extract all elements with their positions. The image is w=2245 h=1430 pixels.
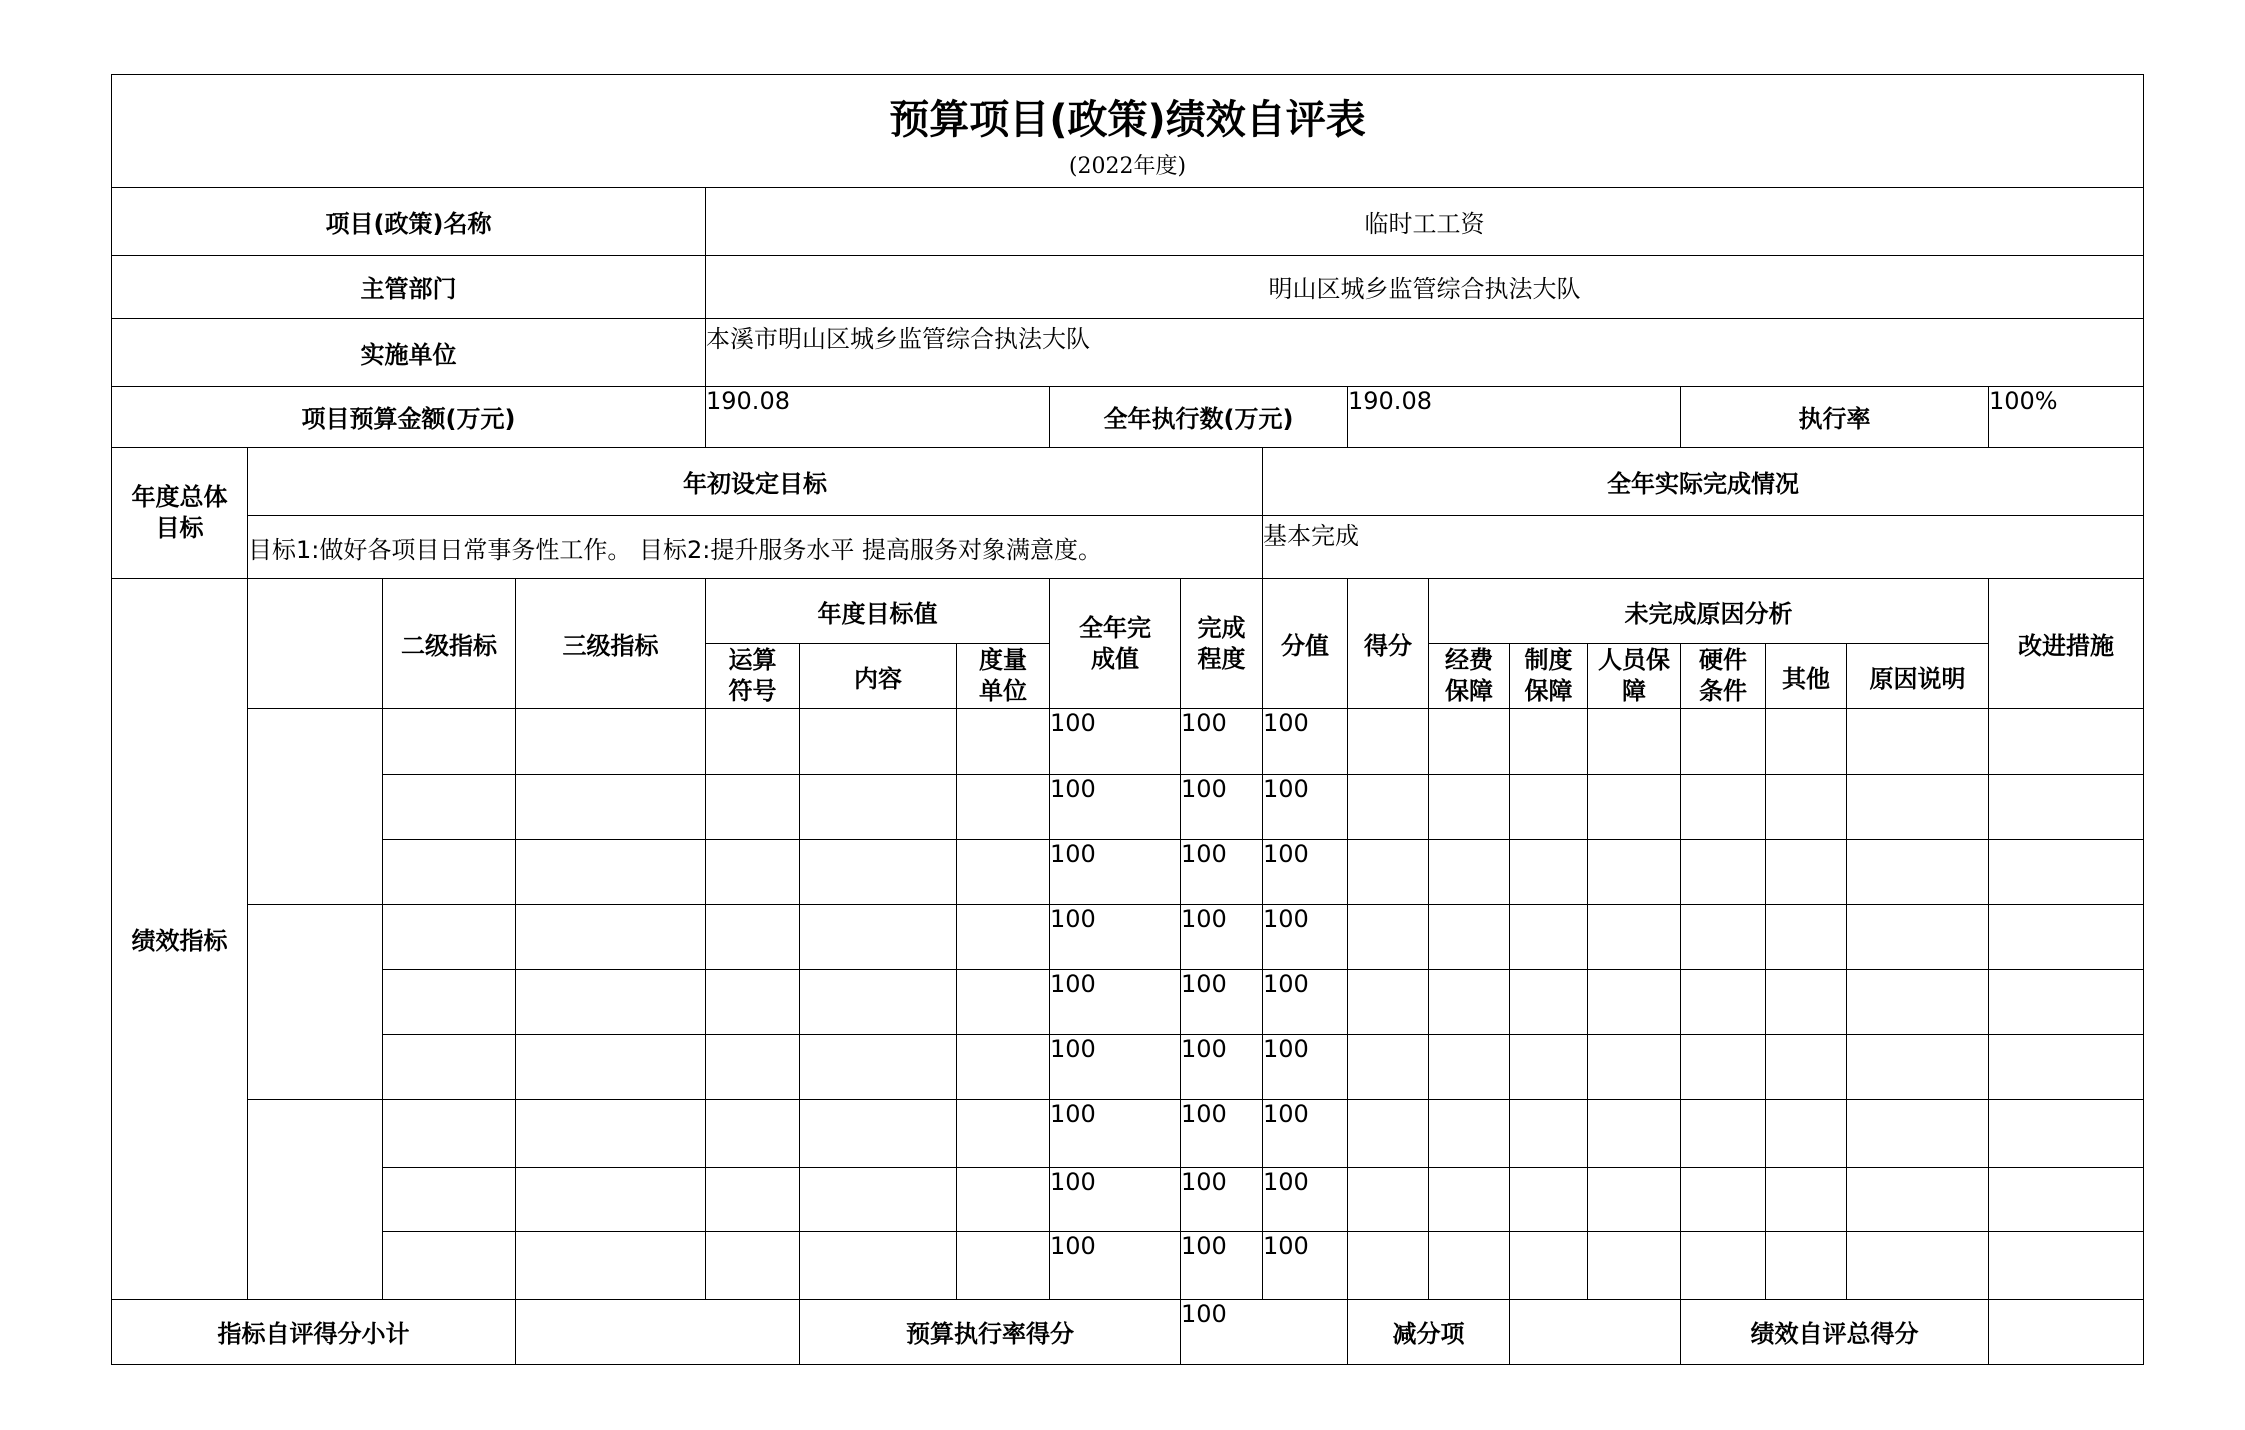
level3-cell bbox=[516, 1168, 706, 1231]
unit-header: 度量单位 bbox=[957, 644, 1050, 709]
personnel-cell bbox=[1588, 1231, 1681, 1299]
actual-completion-value: 基本完成 bbox=[1263, 516, 2144, 579]
reason-desc-cell bbox=[1847, 969, 1989, 1034]
level2-cell bbox=[383, 774, 516, 839]
completion-degree-cell: 100 bbox=[1181, 709, 1263, 774]
funding-cell bbox=[1429, 839, 1510, 904]
content-cell bbox=[800, 1231, 957, 1299]
improvement-cell bbox=[1989, 839, 2144, 904]
personnel-cell bbox=[1588, 1035, 1681, 1100]
summary-row bbox=[112, 1299, 2144, 1364]
form-header bbox=[112, 75, 2144, 188]
system-cell bbox=[1510, 1035, 1588, 1100]
level2-cell bbox=[383, 709, 516, 774]
hardware-cell bbox=[1681, 1231, 1766, 1299]
level2-cell bbox=[383, 904, 516, 969]
other-header: 其他 bbox=[1766, 644, 1847, 709]
score-cell bbox=[1348, 774, 1429, 839]
budget-amount-label: 项目预算金额(万元) bbox=[112, 386, 706, 447]
improvement-cell bbox=[1989, 774, 2144, 839]
annual-complete-cell: 100 bbox=[1050, 1231, 1181, 1299]
unit-cell bbox=[957, 1231, 1050, 1299]
content-cell bbox=[800, 1168, 957, 1231]
system-cell bbox=[1510, 904, 1588, 969]
content-cell bbox=[800, 904, 957, 969]
score-cell bbox=[1348, 1168, 1429, 1231]
other-cell bbox=[1766, 839, 1847, 904]
system-cell bbox=[1510, 1100, 1588, 1168]
funding-cell bbox=[1429, 1035, 1510, 1100]
score-value-cell: 100 bbox=[1263, 1231, 1348, 1299]
indicator-row bbox=[112, 709, 2144, 774]
indicator-row bbox=[112, 839, 2144, 904]
improvement-cell bbox=[1989, 1100, 2144, 1168]
form-year: (2022年度) bbox=[1068, 154, 1187, 180]
level2-cell bbox=[383, 1035, 516, 1100]
funding-cell bbox=[1429, 1231, 1510, 1299]
improvement-cell bbox=[1989, 904, 2144, 969]
total-score-label: 绩效自评总得分 bbox=[1681, 1299, 1989, 1364]
indicators-label: 绩效指标 bbox=[112, 579, 248, 1300]
completion-degree-cell: 100 bbox=[1181, 839, 1263, 904]
improvement-cell bbox=[1989, 709, 2144, 774]
level3-cell bbox=[516, 774, 706, 839]
indicator-row bbox=[112, 1168, 2144, 1231]
score-header: 得分 bbox=[1348, 579, 1429, 709]
indicator-row bbox=[112, 1035, 2144, 1100]
hardware-cell bbox=[1681, 969, 1766, 1034]
other-cell bbox=[1766, 1168, 1847, 1231]
level2-cell bbox=[383, 1231, 516, 1299]
level3-cell bbox=[516, 1035, 706, 1100]
score-cell bbox=[1348, 839, 1429, 904]
other-cell bbox=[1766, 774, 1847, 839]
operator-cell bbox=[706, 774, 800, 839]
hardware-header: 硬件条件 bbox=[1681, 644, 1766, 709]
annual-complete-cell: 100 bbox=[1050, 1168, 1181, 1231]
other-cell bbox=[1766, 904, 1847, 969]
reason-desc-header: 原因说明 bbox=[1847, 644, 1989, 709]
budget-score-value: 100 bbox=[1181, 1299, 1348, 1364]
initial-target-header: 年初设定目标 bbox=[248, 447, 1263, 515]
completion-degree-cell: 100 bbox=[1181, 969, 1263, 1034]
department-value: 明山区城乡监管综合执法大队 bbox=[706, 256, 2144, 318]
other-cell bbox=[1766, 1100, 1847, 1168]
reason-analysis-header: 未完成原因分析 bbox=[1429, 579, 1989, 644]
hardware-cell bbox=[1681, 709, 1766, 774]
level1-header-cell bbox=[248, 579, 383, 709]
unit-cell bbox=[957, 839, 1050, 904]
reason-desc-cell bbox=[1847, 774, 1989, 839]
system-cell bbox=[1510, 774, 1588, 839]
system-cell bbox=[1510, 1231, 1588, 1299]
completion-degree-cell: 100 bbox=[1181, 904, 1263, 969]
funding-cell bbox=[1429, 969, 1510, 1034]
reason-desc-cell bbox=[1847, 839, 1989, 904]
personnel-cell bbox=[1588, 904, 1681, 969]
indicator-row bbox=[112, 774, 2144, 839]
score-value-header: 分值 bbox=[1263, 579, 1348, 709]
project-name-label: 项目(政策)名称 bbox=[112, 188, 706, 256]
annual-target-header: 年度目标值 bbox=[706, 579, 1050, 644]
level3-cell bbox=[516, 709, 706, 774]
improvement-cell bbox=[1989, 969, 2144, 1034]
level3-cell bbox=[516, 1100, 706, 1168]
unit-cell bbox=[957, 1035, 1050, 1100]
score-value-cell: 100 bbox=[1263, 1100, 1348, 1168]
level3-cell bbox=[516, 1231, 706, 1299]
level2-cell bbox=[383, 1168, 516, 1231]
operator-cell bbox=[706, 1035, 800, 1100]
annual-complete-cell: 100 bbox=[1050, 1100, 1181, 1168]
content-header: 内容 bbox=[800, 644, 957, 709]
indicator-row bbox=[112, 969, 2144, 1034]
personnel-cell bbox=[1588, 839, 1681, 904]
indicator-row bbox=[112, 1100, 2144, 1168]
level2-cell bbox=[383, 1100, 516, 1168]
other-cell bbox=[1766, 969, 1847, 1034]
unit-value: 本溪市明山区城乡监管综合执法大队 bbox=[706, 318, 2144, 386]
subtotal-value bbox=[516, 1299, 800, 1364]
annual-goal-label: 年度总体目标 bbox=[112, 447, 248, 578]
unit-cell bbox=[957, 969, 1050, 1034]
score-cell bbox=[1348, 1231, 1429, 1299]
system-cell bbox=[1510, 709, 1588, 774]
content-cell bbox=[800, 969, 957, 1034]
system-cell bbox=[1510, 839, 1588, 904]
personnel-cell bbox=[1588, 774, 1681, 839]
score-value-cell: 100 bbox=[1263, 904, 1348, 969]
score-value-cell: 100 bbox=[1263, 1035, 1348, 1100]
budget-score-label: 预算执行率得分 bbox=[800, 1299, 1181, 1364]
indicator-row bbox=[112, 1231, 2144, 1299]
content-cell bbox=[800, 709, 957, 774]
annual-complete-cell: 100 bbox=[1050, 904, 1181, 969]
unit-cell bbox=[957, 1100, 1050, 1168]
execution-rate-value: 100% bbox=[1989, 386, 2144, 447]
operator-cell bbox=[706, 1231, 800, 1299]
form-title: 预算项目(政策)绩效自评表 bbox=[889, 97, 1366, 144]
operator-cell bbox=[706, 904, 800, 969]
system-header: 制度保障 bbox=[1510, 644, 1588, 709]
content-cell bbox=[800, 1035, 957, 1100]
hardware-cell bbox=[1681, 1168, 1766, 1231]
completion-degree-cell: 100 bbox=[1181, 774, 1263, 839]
reason-desc-cell bbox=[1847, 1168, 1989, 1231]
annual-complete-cell: 100 bbox=[1050, 969, 1181, 1034]
executed-amount-label: 全年执行数(万元) bbox=[1050, 386, 1348, 447]
level2-cell bbox=[383, 969, 516, 1034]
annual-complete-cell: 100 bbox=[1050, 709, 1181, 774]
level2-header: 二级指标 bbox=[383, 579, 516, 709]
hardware-cell bbox=[1681, 774, 1766, 839]
reason-desc-cell bbox=[1847, 709, 1989, 774]
subtotal-label: 指标自评得分小计 bbox=[112, 1299, 516, 1364]
self-evaluation-form bbox=[111, 74, 2144, 1365]
level3-header: 三级指标 bbox=[516, 579, 706, 709]
project-name-value: 临时工工资 bbox=[706, 188, 2144, 256]
level1-cell bbox=[248, 709, 383, 904]
hardware-cell bbox=[1681, 904, 1766, 969]
improvement-header: 改进措施 bbox=[1989, 579, 2144, 709]
other-cell bbox=[1766, 1035, 1847, 1100]
unit-cell bbox=[957, 1168, 1050, 1231]
level1-cell bbox=[248, 1100, 383, 1299]
score-value-cell: 100 bbox=[1263, 709, 1348, 774]
content-cell bbox=[800, 1100, 957, 1168]
score-cell bbox=[1348, 1100, 1429, 1168]
reason-desc-cell bbox=[1847, 1100, 1989, 1168]
operator-cell bbox=[706, 839, 800, 904]
operator-cell bbox=[706, 1100, 800, 1168]
other-cell bbox=[1766, 1231, 1847, 1299]
completion-degree-cell: 100 bbox=[1181, 1168, 1263, 1231]
personnel-cell bbox=[1588, 1168, 1681, 1231]
operator-header: 运算符号 bbox=[706, 644, 800, 709]
reason-desc-cell bbox=[1847, 1231, 1989, 1299]
operator-cell bbox=[706, 1168, 800, 1231]
annual-complete-header: 全年完成值 bbox=[1050, 579, 1181, 709]
deduction-label: 减分项 bbox=[1348, 1299, 1510, 1364]
unit-cell bbox=[957, 904, 1050, 969]
completion-degree-cell: 100 bbox=[1181, 1231, 1263, 1299]
personnel-cell bbox=[1588, 709, 1681, 774]
level3-cell bbox=[516, 904, 706, 969]
personnel-cell bbox=[1588, 1100, 1681, 1168]
operator-cell bbox=[706, 969, 800, 1034]
funding-cell bbox=[1429, 1168, 1510, 1231]
system-cell bbox=[1510, 1168, 1588, 1231]
department-label: 主管部门 bbox=[112, 256, 706, 318]
unit-cell bbox=[957, 709, 1050, 774]
score-value-cell: 100 bbox=[1263, 774, 1348, 839]
system-cell bbox=[1510, 969, 1588, 1034]
completion-degree-cell: 100 bbox=[1181, 1035, 1263, 1100]
personnel-header: 人员保障 bbox=[1588, 644, 1681, 709]
reason-desc-cell bbox=[1847, 904, 1989, 969]
level1-cell bbox=[248, 904, 383, 1099]
unit-cell bbox=[957, 774, 1050, 839]
operator-cell bbox=[706, 709, 800, 774]
hardware-cell bbox=[1681, 1100, 1766, 1168]
level2-cell bbox=[383, 839, 516, 904]
level3-cell bbox=[516, 969, 706, 1034]
funding-cell bbox=[1429, 774, 1510, 839]
score-cell bbox=[1348, 969, 1429, 1034]
hardware-cell bbox=[1681, 1035, 1766, 1100]
annual-complete-cell: 100 bbox=[1050, 839, 1181, 904]
funding-cell bbox=[1429, 1100, 1510, 1168]
level3-cell bbox=[516, 839, 706, 904]
unit-label: 实施单位 bbox=[112, 318, 706, 386]
content-cell bbox=[800, 774, 957, 839]
completion-degree-header: 完成程度 bbox=[1181, 579, 1263, 709]
funding-cell bbox=[1429, 709, 1510, 774]
score-cell bbox=[1348, 904, 1429, 969]
deduction-value bbox=[1510, 1299, 1681, 1364]
funding-header: 经费保障 bbox=[1429, 644, 1510, 709]
hardware-cell bbox=[1681, 839, 1766, 904]
score-value-cell: 100 bbox=[1263, 839, 1348, 904]
indicator-row bbox=[112, 904, 2144, 969]
actual-completion-header: 全年实际完成情况 bbox=[1263, 447, 2144, 515]
personnel-cell bbox=[1588, 969, 1681, 1034]
annual-complete-cell: 100 bbox=[1050, 1035, 1181, 1100]
score-value-cell: 100 bbox=[1263, 1168, 1348, 1231]
score-value-cell: 100 bbox=[1263, 969, 1348, 1034]
initial-target-value: 目标1:做好各项目日常事务性工作。 目标2:提升服务水平 提高服务对象满意度。 bbox=[248, 516, 1263, 579]
improvement-cell bbox=[1989, 1168, 2144, 1231]
completion-degree-cell: 100 bbox=[1181, 1100, 1263, 1168]
score-cell bbox=[1348, 1035, 1429, 1100]
executed-amount-value: 190.08 bbox=[1348, 386, 1681, 447]
funding-cell bbox=[1429, 904, 1510, 969]
improvement-cell bbox=[1989, 1231, 2144, 1299]
total-score-value bbox=[1989, 1299, 2144, 1364]
content-cell bbox=[800, 839, 957, 904]
reason-desc-cell bbox=[1847, 1035, 1989, 1100]
improvement-cell bbox=[1989, 1035, 2144, 1100]
budget-amount-value: 190.08 bbox=[706, 386, 1050, 447]
annual-complete-cell: 100 bbox=[1050, 774, 1181, 839]
score-cell bbox=[1348, 709, 1429, 774]
execution-rate-label: 执行率 bbox=[1681, 386, 1989, 447]
other-cell bbox=[1766, 709, 1847, 774]
